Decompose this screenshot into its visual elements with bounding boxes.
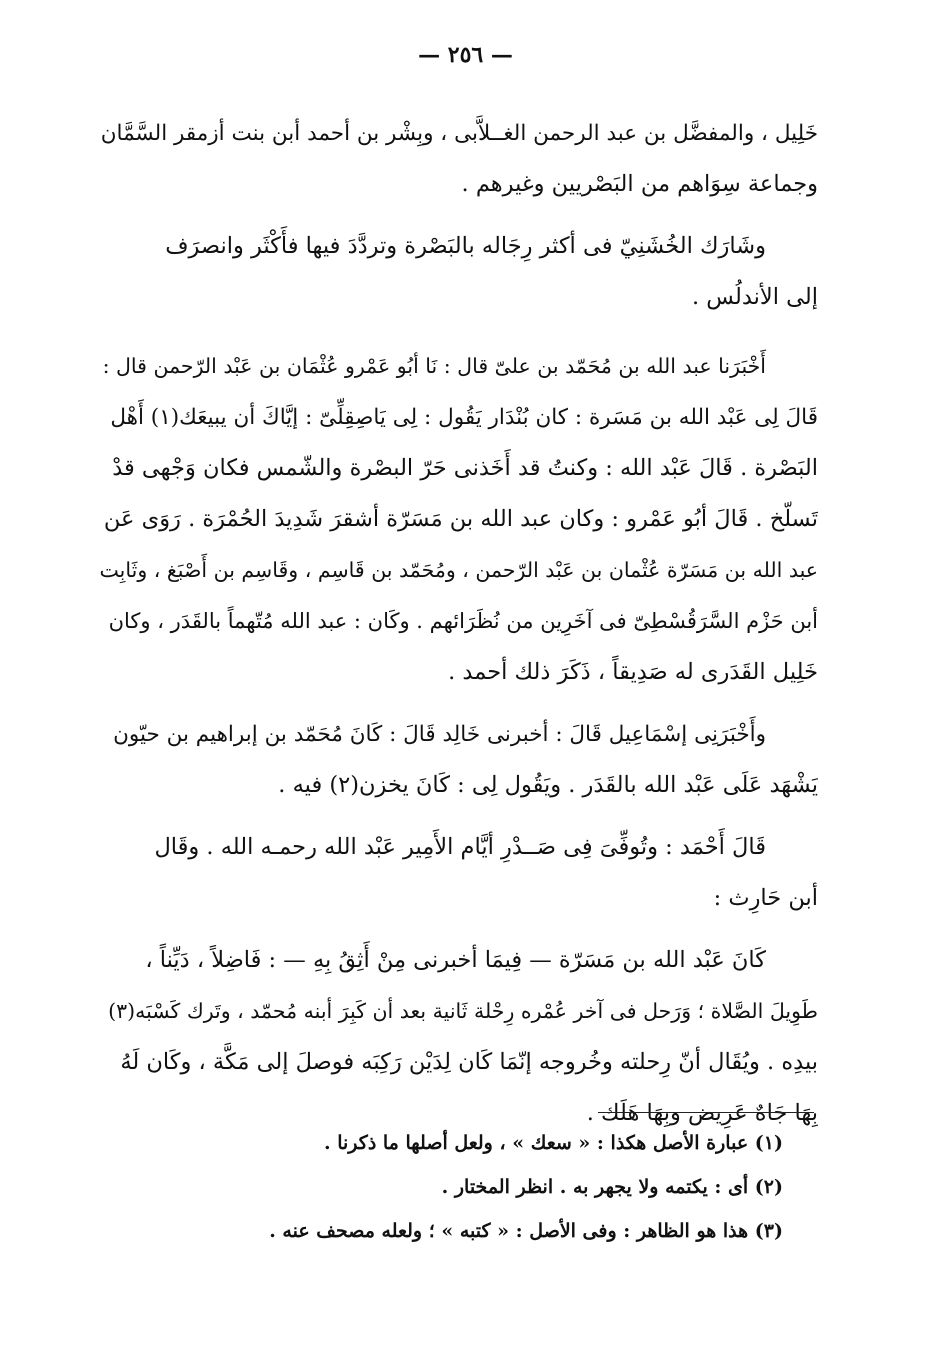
text-line: وجماعة سِوَاهم من البَصْريين وغيرهم . xyxy=(461,171,818,197)
page-number: — ٢٥٦ — xyxy=(418,42,513,68)
paragraph xyxy=(100,221,818,323)
text-line: قَالَ لِى عَبْد الله بن مَسَرة : كان بُنْدَار يَقُول : لِى يَاصِقِلِّىّ : إيَّاكَ أن يبيعَك(١) أَهْل xyxy=(110,405,818,430)
paragraph xyxy=(100,822,818,924)
paragraph xyxy=(100,108,818,210)
text-line: خَلِيل ، والمفضَّل بن عبد الرحمن الغــلاَّبى ، وبِشْر بن أحمد أبن بنت أزمقر السَّمَّان xyxy=(100,121,818,146)
text-line: أبن حَزْم السَّرَقُسْطِىّ فى آخَرِين من نُظَرَائهم . وكَان : عبد الله مُتّهماً بالقَدَر ، وكان xyxy=(108,609,818,633)
paragraph xyxy=(100,341,818,698)
footnote: (٣) هذا هو الظاهر : وفى الأصل : « كتبه » ؛ ولعله مصحف عنه . xyxy=(269,1220,783,1242)
footnote: (١) عبارة الأصل هكذا : « سعك » ، ولعل أصلها ما ذكرنا . xyxy=(323,1132,783,1154)
text-line: عبد الله بن مَسَرّة عُثْمان بن عَبْد الرّحمن ، ومُحَمّد بن قَاسِم ، وقَاسِم بن أَصْبَغ ، وثَابِت xyxy=(100,558,818,582)
text-line: أبن حَارِث : xyxy=(713,885,818,911)
footnote: (٢) أى : يكتمه ولا يجهر به . انظر المختار . xyxy=(441,1176,783,1198)
text-line: قَالَ أَحْمَد : وتُوفِّىَ فِى صَــدْرِ أيَّام الأَمِير عَبْد الله رحمـه الله . وقَال xyxy=(154,834,766,860)
paragraph xyxy=(100,935,818,1139)
text-line: إلى الأندلُس . xyxy=(691,284,818,310)
body-text xyxy=(100,108,818,1139)
text-line: بيدِه . ويُقَال أنّ رِحلته وخُروجه إنّمَا كَان لِدَيْن رَكِبَه فوصلَ إلى مَكَّة ، وكَان لَهُ xyxy=(120,1049,818,1075)
text-line: طَوِيلَ الصَّلاة ؛ وَرَحل فى آخر عُمْره رِحْلة ثَانية بعد أن كَبِرَ أبنه مُحمّد ، وتَرك كَسْبَه(٣) xyxy=(108,999,818,1023)
footnotes xyxy=(100,1121,783,1253)
footnote-divider xyxy=(598,1112,814,1113)
paragraph xyxy=(100,709,818,811)
text-line: بِهَا جَاهٌ عَرِيض وبِهَا هَلَك . xyxy=(586,1100,818,1126)
text-line: يَشْهَد عَلَى عَبْد الله بالقَدَر . ويَقُول لِى : كَانَ يخزن(٢) فيه . xyxy=(278,772,818,798)
text-line: وشَارَك الخُشَنِيّ فى أكثر رِجَاله بالبَصْرة وتردَّدَ فيها فأَكْثَر وانصرَف xyxy=(165,233,766,259)
text-line: تَسلّخ . قَالَ أبُو عَمْرو : وكان عبد الله بن مَسَرّة أشقرَ شَدِيدَ الحُمْرَة . رَوَى عَن xyxy=(103,506,818,532)
text-line: البَصْرة . قَالَ عَبْد الله : وكنتُ قد أَخَذنى حَرّ البصْرة والشّمس فكان وَجْهى قدْ xyxy=(112,455,818,481)
text-line: خَلِيل القَدَرى له صَدِيقاً ، ذَكَرَ ذلك أحمد . xyxy=(448,659,818,685)
text-line: كَانَ عَبْد الله بن مَسَرّة — فِيمَا أخبرنى مِنْ أَثِقُ بِهِ — : فَاضِلاً ، دَيِّناً ، xyxy=(145,947,766,973)
text-line: أَخْبَرَنا عبد الله بن مُحَمّد بن علىّ قال : نَا أبُو عَمْرو عُثْمَان بن عَبْد الرّحمن قال : xyxy=(102,354,766,378)
text-line: وأَخْبَرَنِى إسْمَاعِيل قَالَ : أخبرنى خَالِد قَالَ : كَانَ مُحَمّد بن إبراهيم بن حيّون xyxy=(113,722,766,747)
